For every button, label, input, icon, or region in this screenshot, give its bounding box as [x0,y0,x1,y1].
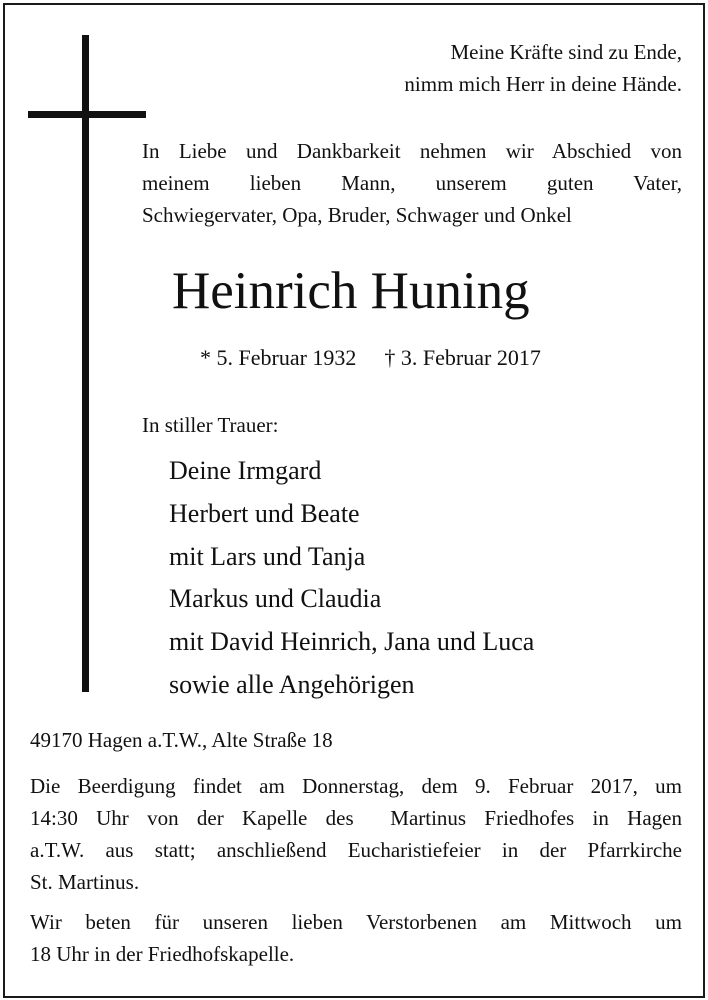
intro-line: In Liebe und Dankbarkeit nehmen wir Abschied von [142,139,682,163]
life-dates [200,342,541,374]
mourners-list [169,450,534,707]
address: 49170 Hagen a.T.W., Alte Straße 18 [30,728,333,752]
funeral-line: 14:30 Uhr von der Kapelle des Martinus Friedhofes in Hagen [30,806,682,830]
mourner: sowie alle Angehörigen [169,669,415,699]
mourner: mit David Heinrich, Jana und Luca [169,627,535,657]
deceased-name: Heinrich Huning [172,262,530,320]
intro-text [142,135,682,231]
mourner: Markus und Claudia [169,584,382,614]
death-date: † 3. Februar 2017 [384,345,541,370]
mourner: Herbert und Beate [169,498,360,528]
mourning-label: In stiller Trauer: [142,413,279,437]
funeral-line: Die Beerdigung findet am Donnerstag, dem 9. Februar 2017, um [30,774,682,798]
funeral-info [30,770,682,898]
prayer-line: Wir beten für unseren lieben Verstorbenen am Mittwoch um [30,910,682,934]
cross-icon [82,35,89,692]
intro-line: meinem lieben Mann, unserem guten Vater, [142,171,682,195]
mourner: mit Lars und Tanja [169,541,366,571]
intro-line: Schwiegervater, Opa, Bruder, Schwager und Onkel [142,203,572,227]
funeral-line: St. Martinus. [30,870,140,894]
mourner: Deine Irmgard [169,456,322,485]
cross-icon-bar [28,111,146,118]
funeral-line: a.T.W. aus statt; anschließend Eucharistiefeier in der Pfarrkirche [30,838,682,862]
verse [404,36,682,100]
birth-date: * 5. Februar 1932 [200,345,357,370]
prayer-info [30,906,682,970]
verse-line: Meine Kräfte sind zu Ende, [450,40,682,64]
verse-line: nimm mich Herr in deine Hände. [404,72,682,96]
prayer-line: 18 Uhr in der Friedhofskapelle. [30,942,295,966]
